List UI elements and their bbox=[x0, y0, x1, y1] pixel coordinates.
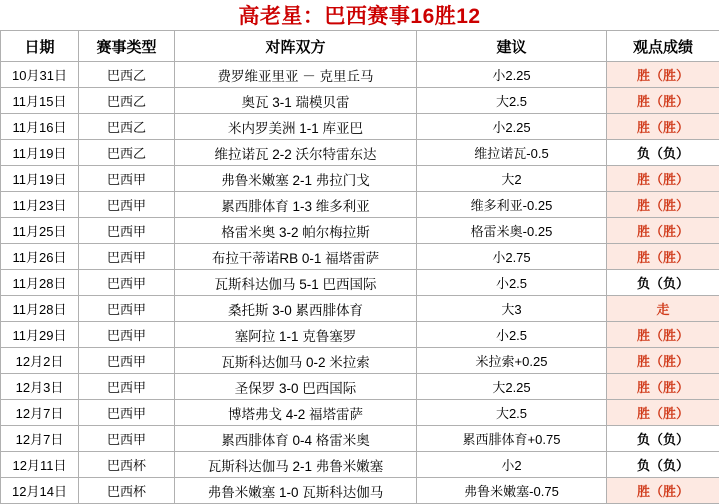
cell-result: 负（负） bbox=[607, 270, 719, 296]
cell-match: 弗鲁米嫩塞 2-1 弗拉门戈 bbox=[175, 166, 417, 192]
cell-advice: 大2.5 bbox=[417, 88, 607, 114]
cell-match: 瓦斯科达伽马 0-2 米拉索 bbox=[175, 348, 417, 374]
cell-date: 11月16日 bbox=[1, 114, 79, 140]
table-row bbox=[1, 140, 719, 166]
column-header-date: 日期 bbox=[1, 31, 79, 62]
cell-advice: 大3 bbox=[417, 296, 607, 322]
cell-match: 瓦斯科达伽马 2-1 弗鲁米嫩塞 bbox=[175, 452, 417, 478]
cell-date: 11月19日 bbox=[1, 140, 79, 166]
cell-advice: 小2 bbox=[417, 452, 607, 478]
cell-date: 12月7日 bbox=[1, 400, 79, 426]
cell-match: 费罗维亚里亚 － 克里丘马 bbox=[175, 62, 417, 88]
cell-result: 胜（胜） bbox=[607, 114, 719, 140]
page-title: 高老星：巴西赛事16胜12 bbox=[238, 0, 480, 30]
cell-advice: 小2.25 bbox=[417, 62, 607, 88]
cell-result: 胜（胜） bbox=[607, 166, 719, 192]
cell-result: 胜（胜） bbox=[607, 244, 719, 270]
cell-date: 10月31日 bbox=[1, 62, 79, 88]
cell-result: 胜（胜） bbox=[607, 88, 719, 114]
cell-date: 11月28日 bbox=[1, 296, 79, 322]
cell-date: 11月15日 bbox=[1, 88, 79, 114]
cell-date: 12月7日 bbox=[1, 426, 79, 452]
cell-competition: 巴西甲 bbox=[79, 322, 175, 348]
cell-date: 11月26日 bbox=[1, 244, 79, 270]
cell-competition: 巴西乙 bbox=[79, 88, 175, 114]
table-row bbox=[1, 322, 719, 348]
cell-match: 圣保罗 3-0 巴西国际 bbox=[175, 374, 417, 400]
cell-competition: 巴西甲 bbox=[79, 192, 175, 218]
cell-result: 胜（胜） bbox=[607, 218, 719, 244]
cell-match: 布拉干蒂诺RB 0-1 福塔雷萨 bbox=[175, 244, 417, 270]
table-row bbox=[1, 296, 719, 322]
table-row bbox=[1, 478, 719, 504]
cell-result: 负（负） bbox=[607, 140, 719, 166]
cell-match: 博塔弗戈 4-2 福塔雷萨 bbox=[175, 400, 417, 426]
cell-advice: 维多利亚-0.25 bbox=[417, 192, 607, 218]
table-row bbox=[1, 400, 719, 426]
cell-competition: 巴西杯 bbox=[79, 452, 175, 478]
table-row bbox=[1, 88, 719, 114]
table-row bbox=[1, 218, 719, 244]
matches-table bbox=[0, 30, 719, 504]
cell-date: 12月2日 bbox=[1, 348, 79, 374]
cell-advice: 大2.25 bbox=[417, 374, 607, 400]
table-row bbox=[1, 348, 719, 374]
cell-advice: 小2.75 bbox=[417, 244, 607, 270]
cell-result: 负（负） bbox=[607, 452, 719, 478]
cell-date: 11月23日 bbox=[1, 192, 79, 218]
cell-competition: 巴西乙 bbox=[79, 114, 175, 140]
cell-match: 桑托斯 3-0 累西腓体育 bbox=[175, 296, 417, 322]
cell-date: 12月3日 bbox=[1, 374, 79, 400]
cell-competition: 巴西甲 bbox=[79, 270, 175, 296]
cell-advice: 弗鲁米嫩塞-0.75 bbox=[417, 478, 607, 504]
cell-match: 累西腓体育 1-3 维多利亚 bbox=[175, 192, 417, 218]
table-row bbox=[1, 374, 719, 400]
cell-competition: 巴西杯 bbox=[79, 478, 175, 504]
table-row bbox=[1, 192, 719, 218]
cell-match: 维拉诺瓦 2-2 沃尔特雷东达 bbox=[175, 140, 417, 166]
cell-result: 胜（胜） bbox=[607, 322, 719, 348]
cell-date: 11月29日 bbox=[1, 322, 79, 348]
table-header-row bbox=[1, 31, 719, 62]
cell-advice: 累西腓体育+0.75 bbox=[417, 426, 607, 452]
cell-result: 胜（胜） bbox=[607, 62, 719, 88]
column-header-match: 对阵双方 bbox=[175, 31, 417, 62]
cell-date: 11月28日 bbox=[1, 270, 79, 296]
cell-date: 12月14日 bbox=[1, 478, 79, 504]
table-row bbox=[1, 166, 719, 192]
cell-competition: 巴西甲 bbox=[79, 348, 175, 374]
cell-match: 累西腓体育 0-4 格雷米奥 bbox=[175, 426, 417, 452]
cell-result: 胜（胜） bbox=[607, 374, 719, 400]
cell-date: 11月25日 bbox=[1, 218, 79, 244]
cell-advice: 米拉索+0.25 bbox=[417, 348, 607, 374]
cell-match: 塞阿拉 1-1 克鲁塞罗 bbox=[175, 322, 417, 348]
table-row bbox=[1, 426, 719, 452]
cell-competition: 巴西甲 bbox=[79, 296, 175, 322]
cell-competition: 巴西乙 bbox=[79, 62, 175, 88]
cell-competition: 巴西甲 bbox=[79, 244, 175, 270]
cell-result: 胜（胜） bbox=[607, 400, 719, 426]
cell-match: 米内罗美洲 1-1 库亚巴 bbox=[175, 114, 417, 140]
cell-competition: 巴西甲 bbox=[79, 400, 175, 426]
cell-date: 12月11日 bbox=[1, 452, 79, 478]
cell-date: 11月19日 bbox=[1, 166, 79, 192]
cell-competition: 巴西乙 bbox=[79, 140, 175, 166]
cell-advice: 维拉诺瓦-0.5 bbox=[417, 140, 607, 166]
cell-competition: 巴西甲 bbox=[79, 374, 175, 400]
cell-competition: 巴西甲 bbox=[79, 218, 175, 244]
column-header-competition: 赛事类型 bbox=[79, 31, 175, 62]
cell-advice: 格雷米奥-0.25 bbox=[417, 218, 607, 244]
table-row bbox=[1, 270, 719, 296]
table-body bbox=[1, 62, 719, 504]
column-header-advice: 建议 bbox=[417, 31, 607, 62]
cell-advice: 小2.5 bbox=[417, 270, 607, 296]
cell-competition: 巴西甲 bbox=[79, 166, 175, 192]
cell-result: 胜（胜） bbox=[607, 348, 719, 374]
cell-result: 胜（胜） bbox=[607, 192, 719, 218]
cell-match: 奥瓦 3-1 瑞模贝雷 bbox=[175, 88, 417, 114]
cell-match: 瓦斯科达伽马 5-1 巴西国际 bbox=[175, 270, 417, 296]
cell-result: 胜（胜） bbox=[607, 478, 719, 504]
table-row bbox=[1, 62, 719, 88]
cell-result: 负（负） bbox=[607, 426, 719, 452]
cell-result: 走 bbox=[607, 296, 719, 322]
cell-advice: 大2.5 bbox=[417, 400, 607, 426]
table-row bbox=[1, 114, 719, 140]
cell-advice: 大2 bbox=[417, 166, 607, 192]
column-header-result: 观点成绩 bbox=[607, 31, 719, 62]
cell-advice: 小2.25 bbox=[417, 114, 607, 140]
cell-match: 弗鲁米嫩塞 1-0 瓦斯科达伽马 bbox=[175, 478, 417, 504]
cell-match: 格雷米奥 3-2 帕尔梅拉斯 bbox=[175, 218, 417, 244]
title-bar bbox=[0, 0, 719, 30]
cell-competition: 巴西甲 bbox=[79, 426, 175, 452]
table-row bbox=[1, 452, 719, 478]
table-row bbox=[1, 244, 719, 270]
cell-advice: 小2.5 bbox=[417, 322, 607, 348]
